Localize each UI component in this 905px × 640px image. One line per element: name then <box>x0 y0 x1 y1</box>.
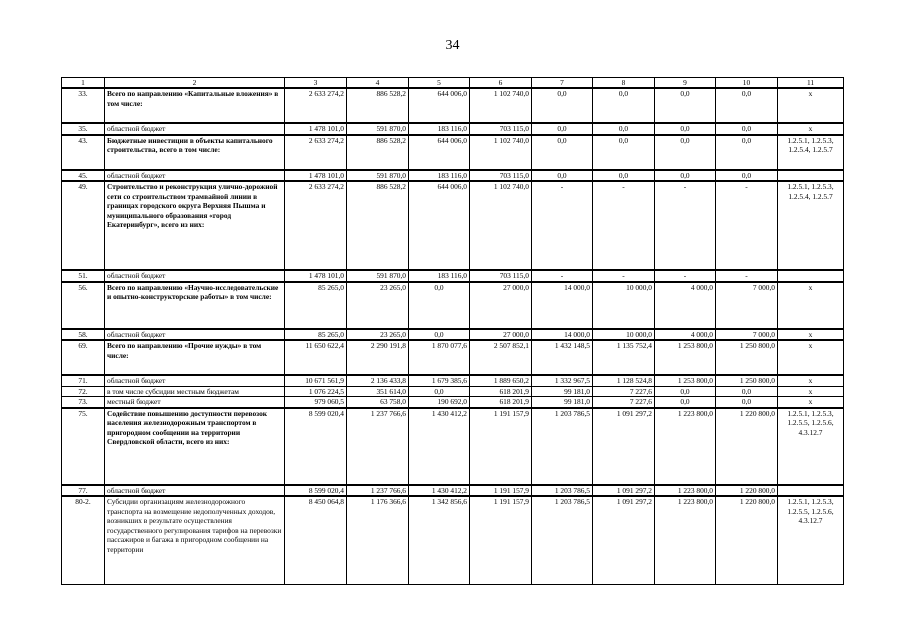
amount-cell: 1 478 101,0 <box>285 170 347 181</box>
header-row <box>62 78 844 89</box>
amount-cell: 1 237 766,6 <box>347 485 409 496</box>
row-number: 72. <box>62 386 105 396</box>
table-row <box>62 135 844 170</box>
amount-cell: 1 250 800,0 <box>716 375 778 386</box>
row-name: Содействие повышению доступности перевозок населения железнодорожным транспортом в пригородном сообщении на территории Свердловской области, всего из них: <box>105 408 285 485</box>
amount-cell: - <box>655 270 716 281</box>
table-row <box>62 88 844 123</box>
amount-cell: 1 091 297,2 <box>593 496 655 585</box>
amount-cell: 1 253 800,0 <box>655 375 716 386</box>
table-row <box>62 181 844 270</box>
column-number: 4 <box>347 78 409 89</box>
target-reference <box>778 270 844 281</box>
amount-cell: 1 203 786,5 <box>532 496 593 585</box>
column-number: 9 <box>655 78 716 89</box>
row-number: 43. <box>62 135 105 170</box>
amount-cell: 23 265,0 <box>347 282 409 329</box>
column-number: 3 <box>285 78 347 89</box>
target-reference: 1.2.5.1, 1.2.5.3, 1.2.5.4, 1.2.5.7 <box>778 181 844 270</box>
target-reference: х <box>778 386 844 396</box>
row-number: 33. <box>62 88 105 123</box>
amount-cell: 979 060,5 <box>285 397 347 408</box>
row-number: 45. <box>62 170 105 181</box>
table-row <box>62 496 844 585</box>
amount-cell: 0,0 <box>655 88 716 123</box>
amount-cell: 99 181,0 <box>532 386 593 396</box>
amount-cell: 0,0 <box>593 88 655 123</box>
amount-cell: 1 128 524,8 <box>593 375 655 386</box>
column-number: 7 <box>532 78 593 89</box>
table-row <box>62 270 844 281</box>
amount-cell: 1 430 412,2 <box>409 408 470 485</box>
target-reference <box>778 485 844 496</box>
amount-cell: 0,0 <box>716 135 778 170</box>
amount-cell: 1 203 786,5 <box>532 408 593 485</box>
amount-cell: 10 671 561,9 <box>285 375 347 386</box>
amount-cell: 10 000,0 <box>593 282 655 329</box>
target-reference: 1.2.5.1, 1.2.5.3, 1.2.5.4, 1.2.5.7 <box>778 135 844 170</box>
amount-cell: - <box>593 270 655 281</box>
amount-cell: 0,0 <box>532 135 593 170</box>
amount-cell: 11 650 622,4 <box>285 340 347 375</box>
row-name: местный бюджет <box>105 397 285 408</box>
amount-cell: - <box>593 181 655 270</box>
amount-cell: 1 430 412,2 <box>409 485 470 496</box>
amount-cell: 0,0 <box>716 123 778 134</box>
row-number: 51. <box>62 270 105 281</box>
amount-cell: 85 265,0 <box>285 329 347 340</box>
row-name: областной бюджет <box>105 270 285 281</box>
amount-cell: 1 135 752,4 <box>593 340 655 375</box>
row-name: областной бюджет <box>105 375 285 386</box>
table-row <box>62 329 844 340</box>
column-number: 2 <box>105 78 285 89</box>
amount-cell: 351 614,0 <box>347 386 409 396</box>
amount-cell: 1 220 800,0 <box>716 496 778 585</box>
amount-cell: 1 102 740,0 <box>470 88 532 123</box>
target-reference: х <box>778 123 844 134</box>
amount-cell: 1 223 800,0 <box>655 485 716 496</box>
amount-cell: - <box>716 181 778 270</box>
row-number: 49. <box>62 181 105 270</box>
amount-cell: 0,0 <box>409 329 470 340</box>
amount-cell: 703 115,0 <box>470 123 532 134</box>
amount-cell: 1 253 800,0 <box>655 340 716 375</box>
column-number: 11 <box>778 78 844 89</box>
amount-cell: 99 181,0 <box>532 397 593 408</box>
target-reference: х <box>778 329 844 340</box>
amount-cell: 886 528,2 <box>347 135 409 170</box>
amount-cell: 23 265,0 <box>347 329 409 340</box>
amount-cell: 703 115,0 <box>470 270 532 281</box>
amount-cell: 1 091 297,2 <box>593 408 655 485</box>
amount-cell: 618 201,9 <box>470 386 532 396</box>
amount-cell: 1 223 800,0 <box>655 408 716 485</box>
amount-cell: 1 342 856,6 <box>409 496 470 585</box>
amount-cell: 1 191 157,9 <box>470 485 532 496</box>
column-number: 8 <box>593 78 655 89</box>
amount-cell: 0,0 <box>655 170 716 181</box>
amount-cell: 1 220 800,0 <box>716 408 778 485</box>
amount-cell: 0,0 <box>532 123 593 134</box>
amount-cell: 190 692,0 <box>409 397 470 408</box>
amount-cell: 0,0 <box>716 386 778 396</box>
amount-cell: 886 528,2 <box>347 181 409 270</box>
table-row <box>62 386 844 396</box>
amount-cell: 14 000,0 <box>532 329 593 340</box>
amount-cell: 7 000,0 <box>716 282 778 329</box>
table-row <box>62 170 844 181</box>
amount-cell: 2 633 274,2 <box>285 135 347 170</box>
row-number: 75. <box>62 408 105 485</box>
amount-cell: 4 000,0 <box>655 282 716 329</box>
amount-cell: 27 000,0 <box>470 282 532 329</box>
column-number: 10 <box>716 78 778 89</box>
row-number: 58. <box>62 329 105 340</box>
amount-cell: 183 116,0 <box>409 270 470 281</box>
amount-cell: 0,0 <box>716 88 778 123</box>
amount-cell: 1 478 101,0 <box>285 123 347 134</box>
amount-cell: 8 599 020,4 <box>285 485 347 496</box>
amount-cell: 1 102 740,0 <box>470 135 532 170</box>
amount-cell: 8 599 020,4 <box>285 408 347 485</box>
target-reference: 1.2.5.1, 1.2.5.3, 1.2.5.5, 1.2.5.6, 4.3.12.7 <box>778 408 844 485</box>
amount-cell: 591 870,0 <box>347 270 409 281</box>
table-row <box>62 485 844 496</box>
amount-cell: 1 102 740,0 <box>470 181 532 270</box>
amount-cell: 8 450 064,8 <box>285 496 347 585</box>
page-number: 34 <box>445 38 460 53</box>
amount-cell: 7 000,0 <box>716 329 778 340</box>
column-number: 6 <box>470 78 532 89</box>
amount-cell: 1 332 967,5 <box>532 375 593 386</box>
table-row <box>62 340 844 375</box>
amount-cell: 0,0 <box>409 282 470 329</box>
row-name: областной бюджет <box>105 329 285 340</box>
column-number: 1 <box>62 78 105 89</box>
amount-cell: 0,0 <box>409 386 470 396</box>
table-row <box>62 397 844 408</box>
row-name: Субсидии организациям железнодорожного транспорта на возмещение недополученных доходов, возникших в результате осуществления государственного регулирования тарифов на перевозки пассажиров и багажа в пригородном сообщении на территории <box>105 496 285 585</box>
amount-cell: 1 889 650,2 <box>470 375 532 386</box>
amount-cell: 1 191 157,9 <box>470 408 532 485</box>
amount-cell: 0,0 <box>593 123 655 134</box>
amount-cell: 1 870 077,6 <box>409 340 470 375</box>
amount-cell: 183 116,0 <box>409 123 470 134</box>
row-name: Бюджетные инвестиции в объекты капитального строительства, всего в том числе: <box>105 135 285 170</box>
amount-cell: 7 227,6 <box>593 397 655 408</box>
row-number: 80-2. <box>62 496 105 585</box>
amount-cell: 1 220 800,0 <box>716 485 778 496</box>
row-number: 77. <box>62 485 105 496</box>
row-name: Всего по направлению «Научно-исследовательские и опытно-конструкторские работы» в том числе: <box>105 282 285 329</box>
amount-cell: - <box>655 181 716 270</box>
amount-cell: - <box>532 270 593 281</box>
amount-cell: 0,0 <box>655 123 716 134</box>
amount-cell: 7 227,6 <box>593 386 655 396</box>
amount-cell: 2 136 433,8 <box>347 375 409 386</box>
amount-cell: 1 091 297,2 <box>593 485 655 496</box>
amount-cell: 0,0 <box>716 170 778 181</box>
column-number: 5 <box>409 78 470 89</box>
amount-cell: 0,0 <box>655 135 716 170</box>
row-name: Строительство и реконструкция улично-дорожной сети со строительством трамвайной линии в границах городского округа Верхняя Пышма и муниципального образования «город Екатеринбург», всего из них: <box>105 181 285 270</box>
amount-cell: 14 000,0 <box>532 282 593 329</box>
amount-cell: 886 528,2 <box>347 88 409 123</box>
amount-cell: 183 116,0 <box>409 170 470 181</box>
amount-cell: 63 758,0 <box>347 397 409 408</box>
target-reference: х <box>778 88 844 123</box>
row-name: Всего по направлению «Прочие нужды» в том числе: <box>105 340 285 375</box>
amount-cell: - <box>532 181 593 270</box>
amount-cell: 1 191 157,9 <box>470 496 532 585</box>
row-number: 69. <box>62 340 105 375</box>
target-reference: 1.2.5.1, 1.2.5.3, 1.2.5.5, 1.2.5.6, 4.3.12.7 <box>778 496 844 585</box>
target-reference: х <box>778 375 844 386</box>
amount-cell: 1 237 766,6 <box>347 408 409 485</box>
amount-cell: 644 006,0 <box>409 135 470 170</box>
amount-cell: 1 250 800,0 <box>716 340 778 375</box>
row-number: 56. <box>62 282 105 329</box>
amount-cell: 2 633 274,2 <box>285 181 347 270</box>
amount-cell: 0,0 <box>716 397 778 408</box>
amount-cell: 0,0 <box>655 397 716 408</box>
amount-cell: 2 290 191,8 <box>347 340 409 375</box>
amount-cell: 0,0 <box>532 88 593 123</box>
table-row <box>62 408 844 485</box>
amount-cell: 4 000,0 <box>655 329 716 340</box>
table-row <box>62 282 844 329</box>
amount-cell: 85 265,0 <box>285 282 347 329</box>
target-reference: х <box>778 282 844 329</box>
budget-table <box>61 77 844 585</box>
amount-cell: 1 076 224,5 <box>285 386 347 396</box>
row-name: областной бюджет <box>105 485 285 496</box>
amount-cell: 703 115,0 <box>470 170 532 181</box>
row-name: областной бюджет <box>105 170 285 181</box>
amount-cell: 2 633 274,2 <box>285 88 347 123</box>
row-name: областной бюджет <box>105 123 285 134</box>
amount-cell: 0,0 <box>532 170 593 181</box>
amount-cell: 644 006,0 <box>409 88 470 123</box>
target-reference <box>778 170 844 181</box>
amount-cell: 618 201,9 <box>470 397 532 408</box>
amount-cell: 0,0 <box>655 386 716 396</box>
amount-cell: - <box>716 270 778 281</box>
amount-cell: 10 000,0 <box>593 329 655 340</box>
amount-cell: 1 478 101,0 <box>285 270 347 281</box>
amount-cell: 2 507 852,1 <box>470 340 532 375</box>
amount-cell: 0,0 <box>593 135 655 170</box>
amount-cell: 27 000,0 <box>470 329 532 340</box>
target-reference: х <box>778 397 844 408</box>
row-number: 35. <box>62 123 105 134</box>
amount-cell: 1 679 385,6 <box>409 375 470 386</box>
row-name: в том числе субсидии местным бюджетам <box>105 386 285 396</box>
amount-cell: 591 870,0 <box>347 123 409 134</box>
amount-cell: 1 176 366,6 <box>347 496 409 585</box>
row-number: 73. <box>62 397 105 408</box>
amount-cell: 1 203 786,5 <box>532 485 593 496</box>
target-reference: х <box>778 340 844 375</box>
table-row <box>62 375 844 386</box>
amount-cell: 1 432 148,5 <box>532 340 593 375</box>
amount-cell: 591 870,0 <box>347 170 409 181</box>
amount-cell: 644 006,0 <box>409 181 470 270</box>
row-name: Всего по направлению «Капитальные вложения» в том числе: <box>105 88 285 123</box>
table-row <box>62 123 844 134</box>
amount-cell: 1 223 800,0 <box>655 496 716 585</box>
amount-cell: 0,0 <box>593 170 655 181</box>
row-number: 71. <box>62 375 105 386</box>
